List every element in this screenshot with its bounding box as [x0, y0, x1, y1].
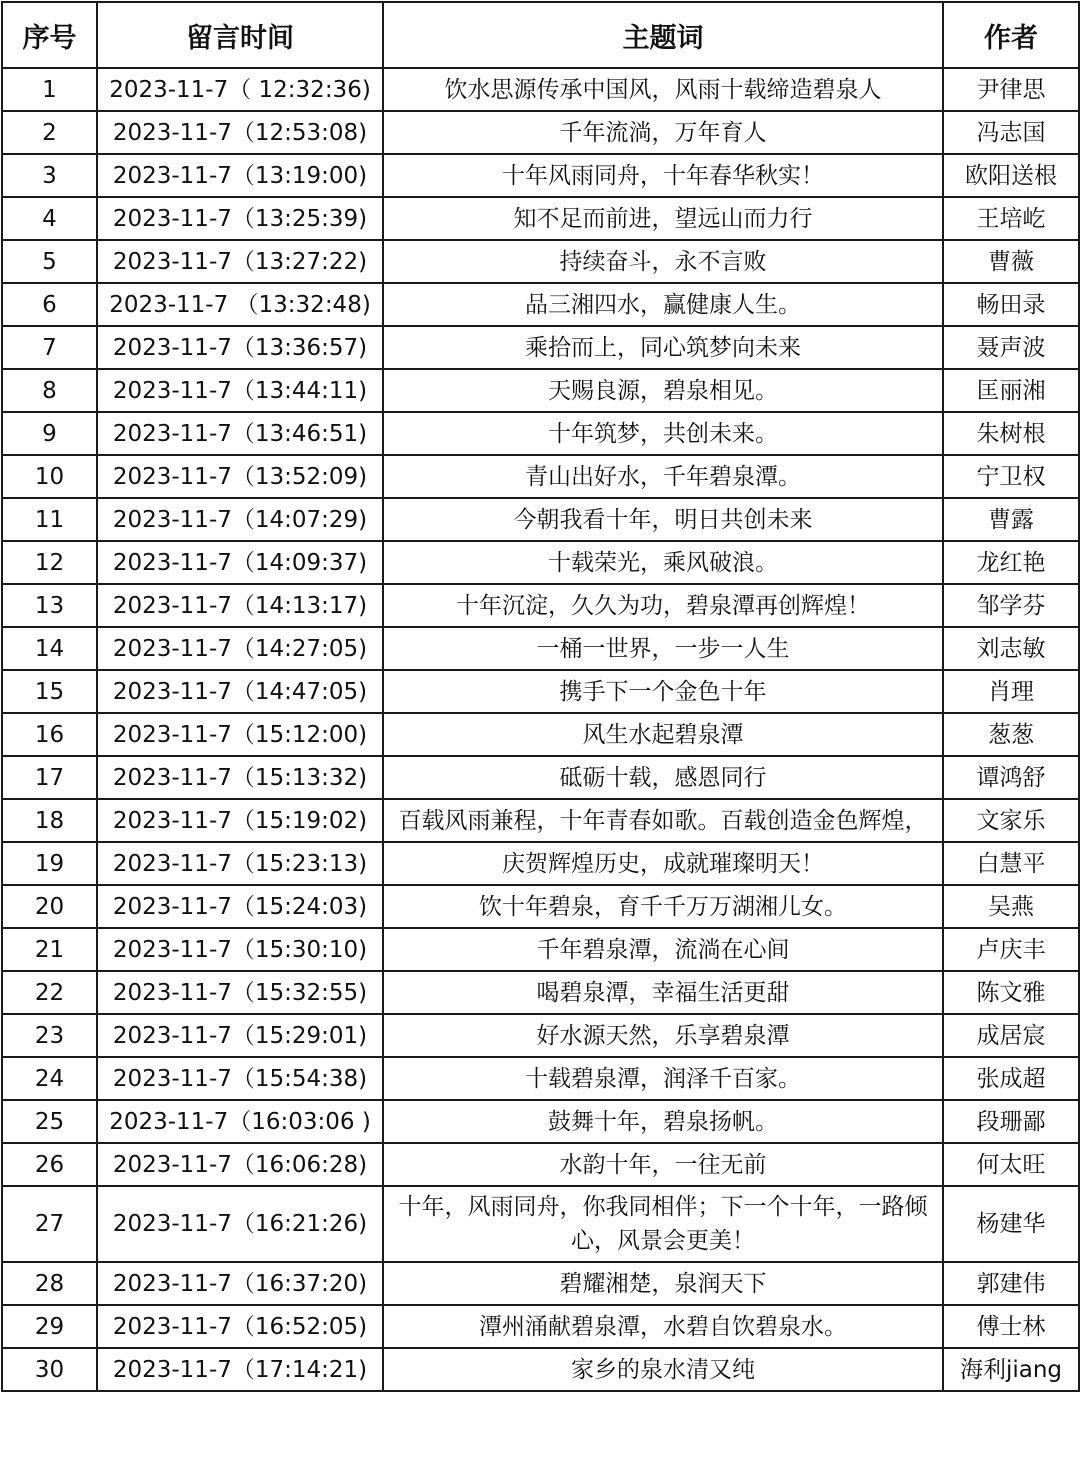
message-table [1, 1, 1080, 1392]
table-row [2, 1186, 1079, 1262]
cell-time: 2023-11-7（15:23:13) [97, 842, 383, 885]
cell-topic: 一桶一世界，一步一人生 [383, 627, 943, 670]
header-time: 留言时间 [97, 2, 383, 68]
table-body [2, 68, 1079, 1391]
table-row [2, 1348, 1079, 1391]
cell-topic: 百载风雨兼程，十年青春如歌。百载创造金色辉煌， [383, 799, 943, 842]
cell-index: 24 [2, 1057, 97, 1100]
cell-author: 尹律思 [943, 68, 1079, 111]
cell-author: 冯志国 [943, 111, 1079, 154]
table-row [2, 154, 1079, 197]
table-row [2, 1100, 1079, 1143]
cell-time: 2023-11-7（15:32:55) [97, 971, 383, 1014]
cell-topic: 千年碧泉潭，流淌在心间 [383, 928, 943, 971]
cell-index: 25 [2, 1100, 97, 1143]
table-row [2, 799, 1079, 842]
cell-topic: 知不足而前进，望远山而力行 [383, 197, 943, 240]
cell-topic: 持续奋斗，永不言败 [383, 240, 943, 283]
cell-time: 2023-11-7（15:12:00) [97, 713, 383, 756]
cell-time: 2023-11-7（13:25:39) [97, 197, 383, 240]
cell-author: 文家乐 [943, 799, 1079, 842]
cell-time: 2023-11-7（16:21:26) [97, 1186, 383, 1262]
cell-index: 2 [2, 111, 97, 154]
cell-index: 26 [2, 1143, 97, 1186]
cell-time: 2023-11-7（13:19:00) [97, 154, 383, 197]
cell-topic: 水韵十年，一往无前 [383, 1143, 943, 1186]
cell-author: 陈文雅 [943, 971, 1079, 1014]
cell-time: 2023-11-7（16:06:28) [97, 1143, 383, 1186]
header-row [2, 2, 1079, 68]
table-row [2, 971, 1079, 1014]
cell-topic: 十年，风雨同舟，你我同相伴；下一个十年，一路倾心，风景会更美！ [383, 1186, 943, 1262]
cell-time: 2023-11-7（16:03:06 ) [97, 1100, 383, 1143]
cell-author: 邹学芬 [943, 584, 1079, 627]
cell-index: 8 [2, 369, 97, 412]
cell-time: 2023-11-7（12:53:08) [97, 111, 383, 154]
cell-author: 宁卫权 [943, 455, 1079, 498]
table-row [2, 584, 1079, 627]
table-row [2, 928, 1079, 971]
table-row [2, 842, 1079, 885]
cell-topic: 十年沉淀，久久为功，碧泉潭再创辉煌！ [383, 584, 943, 627]
table-row [2, 68, 1079, 111]
cell-author: 段珊鄙 [943, 1100, 1079, 1143]
cell-time: 2023-11-7（14:47:05) [97, 670, 383, 713]
cell-author: 刘志敏 [943, 627, 1079, 670]
cell-time: 2023-11-7（15:24:03) [97, 885, 383, 928]
table-row [2, 283, 1079, 326]
cell-time: 2023-11-7（15:54:38) [97, 1057, 383, 1100]
cell-index: 22 [2, 971, 97, 1014]
cell-time: 2023-11-7（13:46:51) [97, 412, 383, 455]
cell-index: 14 [2, 627, 97, 670]
table-row [2, 412, 1079, 455]
table-header [2, 2, 1079, 68]
cell-time: 2023-11-7（15:19:02) [97, 799, 383, 842]
cell-index: 11 [2, 498, 97, 541]
cell-author: 龙红艳 [943, 541, 1079, 584]
cell-author: 海利jiang [943, 1348, 1079, 1391]
cell-author: 郭建伟 [943, 1262, 1079, 1305]
cell-author: 匡丽湘 [943, 369, 1079, 412]
cell-topic: 天赐良源，碧泉相见。 [383, 369, 943, 412]
cell-topic: 青山出好水，千年碧泉潭。 [383, 455, 943, 498]
table-row [2, 326, 1079, 369]
cell-index: 7 [2, 326, 97, 369]
cell-index: 19 [2, 842, 97, 885]
cell-time: 2023-11-7（13:44:11) [97, 369, 383, 412]
cell-topic: 家乡的泉水清又纯 [383, 1348, 943, 1391]
cell-author: 白慧平 [943, 842, 1079, 885]
table-row [2, 1014, 1079, 1057]
cell-time: 2023-11-7（13:36:57) [97, 326, 383, 369]
cell-index: 29 [2, 1305, 97, 1348]
cell-time: 2023-11-7（14:09:37) [97, 541, 383, 584]
cell-index: 5 [2, 240, 97, 283]
cell-author: 傅士林 [943, 1305, 1079, 1348]
cell-time: 2023-11-7（13:52:09) [97, 455, 383, 498]
cell-topic: 喝碧泉潭，幸福生活更甜 [383, 971, 943, 1014]
cell-author: 聂声波 [943, 326, 1079, 369]
cell-time: 2023-11-7（16:37:20) [97, 1262, 383, 1305]
cell-time: 2023-11-7 （13:32:48) [97, 283, 383, 326]
cell-time: 2023-11-7（14:13:17) [97, 584, 383, 627]
table-row [2, 670, 1079, 713]
cell-author: 肖理 [943, 670, 1079, 713]
cell-topic: 十年风雨同舟，十年春华秋实！ [383, 154, 943, 197]
cell-topic: 今朝我看十年，明日共创未来 [383, 498, 943, 541]
cell-index: 16 [2, 713, 97, 756]
cell-index: 9 [2, 412, 97, 455]
cell-time: 2023-11-7（15:13:32) [97, 756, 383, 799]
cell-index: 1 [2, 68, 97, 111]
cell-index: 12 [2, 541, 97, 584]
cell-author: 卢庆丰 [943, 928, 1079, 971]
cell-index: 20 [2, 885, 97, 928]
cell-author: 成居宸 [943, 1014, 1079, 1057]
cell-time: 2023-11-7（13:27:22) [97, 240, 383, 283]
table-row [2, 240, 1079, 283]
table-row [2, 498, 1079, 541]
cell-author: 杨建华 [943, 1186, 1079, 1262]
cell-author: 曹露 [943, 498, 1079, 541]
cell-author: 王培屹 [943, 197, 1079, 240]
header-index: 序号 [2, 2, 97, 68]
cell-time: 2023-11-7（17:14:21) [97, 1348, 383, 1391]
cell-topic: 十年筑梦，共创未来。 [383, 412, 943, 455]
header-topic: 主题词 [383, 2, 943, 68]
cell-topic: 携手下一个金色十年 [383, 670, 943, 713]
table-row [2, 541, 1079, 584]
cell-index: 15 [2, 670, 97, 713]
cell-author: 曹薇 [943, 240, 1079, 283]
cell-topic: 饮水思源传承中国风，风雨十载缔造碧泉人 [383, 68, 943, 111]
table-row [2, 713, 1079, 756]
cell-topic: 庆贺辉煌历史，成就璀璨明天！ [383, 842, 943, 885]
table-row [2, 885, 1079, 928]
table-row [2, 197, 1079, 240]
cell-author: 葱葱 [943, 713, 1079, 756]
cell-topic: 砥砺十载，感恩同行 [383, 756, 943, 799]
cell-time: 2023-11-7（ 12:32:36) [97, 68, 383, 111]
cell-topic: 潭州涌献碧泉潭，水碧自饮碧泉水。 [383, 1305, 943, 1348]
cell-author: 畅田录 [943, 283, 1079, 326]
cell-index: 17 [2, 756, 97, 799]
table-row [2, 1262, 1079, 1305]
table-row [2, 1057, 1079, 1100]
cell-author: 朱树根 [943, 412, 1079, 455]
table-row [2, 1143, 1079, 1186]
cell-topic: 乘拾而上，同心筑梦向未来 [383, 326, 943, 369]
cell-topic: 碧耀湘楚，泉润天下 [383, 1262, 943, 1305]
cell-index: 10 [2, 455, 97, 498]
cell-time: 2023-11-7（15:29:01) [97, 1014, 383, 1057]
table-row [2, 111, 1079, 154]
cell-topic: 品三湘四水，赢健康人生。 [383, 283, 943, 326]
cell-index: 13 [2, 584, 97, 627]
header-author: 作者 [943, 2, 1079, 68]
table-row [2, 455, 1079, 498]
cell-index: 23 [2, 1014, 97, 1057]
cell-index: 4 [2, 197, 97, 240]
cell-index: 28 [2, 1262, 97, 1305]
cell-topic: 千年流淌，万年育人 [383, 111, 943, 154]
cell-index: 21 [2, 928, 97, 971]
cell-topic: 十载碧泉潭，润泽千百家。 [383, 1057, 943, 1100]
cell-index: 27 [2, 1186, 97, 1262]
cell-index: 30 [2, 1348, 97, 1391]
table-row [2, 627, 1079, 670]
cell-author: 张成超 [943, 1057, 1079, 1100]
cell-time: 2023-11-7（14:07:29) [97, 498, 383, 541]
cell-time: 2023-11-7（16:52:05) [97, 1305, 383, 1348]
cell-topic: 风生水起碧泉潭 [383, 713, 943, 756]
cell-index: 3 [2, 154, 97, 197]
cell-topic: 饮十年碧泉，育千千万万湖湘儿女。 [383, 885, 943, 928]
cell-index: 6 [2, 283, 97, 326]
cell-topic: 鼓舞十年，碧泉扬帆。 [383, 1100, 943, 1143]
cell-author: 吴燕 [943, 885, 1079, 928]
table-row [2, 369, 1079, 412]
cell-time: 2023-11-7（15:30:10) [97, 928, 383, 971]
table-row [2, 1305, 1079, 1348]
table-row [2, 756, 1079, 799]
cell-author: 何太旺 [943, 1143, 1079, 1186]
cell-topic: 好水源天然，乐享碧泉潭 [383, 1014, 943, 1057]
cell-author: 谭鸿舒 [943, 756, 1079, 799]
cell-topic: 十载荣光，乘风破浪。 [383, 541, 943, 584]
cell-time: 2023-11-7（14:27:05) [97, 627, 383, 670]
cell-index: 18 [2, 799, 97, 842]
cell-author: 欧阳送根 [943, 154, 1079, 197]
